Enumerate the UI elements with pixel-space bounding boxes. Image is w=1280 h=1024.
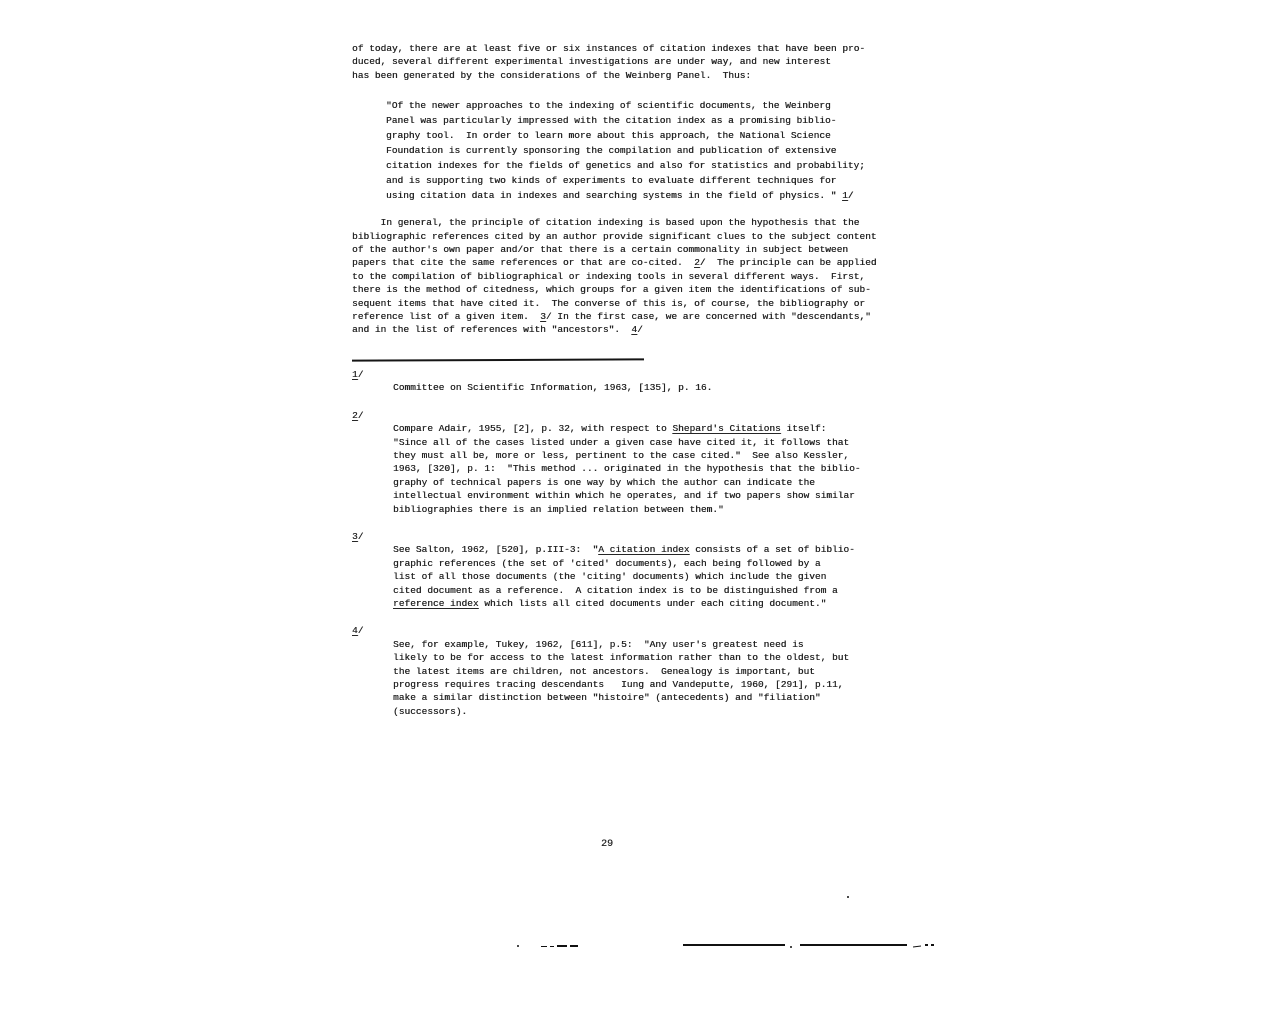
text-line: list of all those documents (the 'citing' documents) which include the given <box>393 571 827 583</box>
text-line: 4/ <box>352 625 364 637</box>
scan-dash <box>931 944 934 946</box>
text-line: has been generated by the considerations of the Weinberg Panel. Thus: <box>352 69 752 81</box>
footnote-2-marker <box>352 409 892 422</box>
scan-line <box>800 944 907 946</box>
text-line: graphic references (the set of 'cited' documents), each being followed by a <box>393 557 821 569</box>
text-line: graphy tool. In order to learn more about this approach, the National Science <box>386 130 831 142</box>
footnote-2-text <box>352 422 892 516</box>
footnote-2 <box>352 409 892 516</box>
footnote-4-marker <box>352 624 892 637</box>
scan-dash <box>550 946 554 947</box>
footnote-4 <box>352 624 892 718</box>
text-line: Committee on Scientific Information, 1963, [135], p. 16. <box>393 382 713 394</box>
text-line: and in the list of references with "ancestors". 4/ <box>352 324 643 336</box>
text-line: reference index which lists all cited documents under each citing document." <box>393 597 827 609</box>
text-line: Compare Adair, 1955, [2], p. 32, with respect to Shepard's Citations itself: <box>393 423 827 435</box>
text-line: to the compilation of bibliographical or indexing tools in several different ways. First, <box>352 270 866 282</box>
footnote-4-text <box>352 638 892 718</box>
scan-dash <box>541 946 547 947</box>
text-line: In general, the principle of citation indexing is based upon the hypothesis that the <box>352 217 860 229</box>
text-line: bibliographies there is an implied relation between them." <box>393 503 724 515</box>
text-line: reference list of a given item. 3/ In the first case, we are concerned with "descendants," <box>352 311 871 323</box>
text-line: duced, several different experimental investigations are under way, and new interest <box>352 56 831 68</box>
block-quote <box>352 98 892 203</box>
text-line: of today, there are at least five or six instances of citation indexes that have been pro- <box>352 43 866 54</box>
footnote-3-marker <box>352 530 892 543</box>
footnotes-section <box>352 368 892 718</box>
text-column <box>352 42 892 718</box>
opening-paragraph <box>352 42 892 82</box>
footnote-3-text <box>352 543 892 610</box>
text-line: 2/ <box>352 409 364 421</box>
text-line: papers that cite the same references or that are co-cited. 2/ The principle can be applied <box>352 257 877 269</box>
text-line: likely to be for access to the latest information rather than to the oldest, but <box>393 652 850 664</box>
text-line: of the author's own paper and/or that there is a certain commonality in subject between <box>352 244 848 256</box>
text-line: the latest items are children, not ancestors. Genealogy is important, but <box>393 665 815 677</box>
text-line: "Since all of the cases listed under a given case have cited it, it follows that <box>393 436 850 448</box>
page-number: 29 <box>601 839 614 850</box>
scan-speck <box>790 946 792 948</box>
footnote-1 <box>352 368 892 395</box>
text-line: See, for example, Tukey, 1962, [611], p.5: "Any user's greatest need is <box>393 638 804 650</box>
text-line: they must all be, more or less, pertinent to the case cited." See also Kessler, <box>393 449 850 461</box>
text-line: 1/ <box>352 368 364 380</box>
scan-dash <box>913 945 921 947</box>
text-line: citation indexes for the fields of genetics and also for statistics and probability; <box>386 160 865 172</box>
text-line: graphy of technical papers is one way by which the author can indicate the <box>393 476 815 488</box>
scan-dash <box>925 944 928 946</box>
text-line: 3/ <box>352 530 364 542</box>
text-line: intellectual environment within which he operates, and if two papers show similar <box>393 490 855 502</box>
scan-dash <box>570 945 578 947</box>
text-line: sequent items that have cited it. The converse of this is, of course, the bibliography or <box>352 297 866 309</box>
text-line: "Of the newer approaches to the indexing of scientific documents, the Weinberg <box>386 100 831 112</box>
scan-dash <box>557 945 567 947</box>
text-line: using citation data in indexes and searching systems in the field of physics. " 1/ <box>386 190 854 202</box>
scan-line <box>683 944 785 946</box>
footnote-1-marker <box>352 368 892 381</box>
footnote-separator-rule <box>352 358 644 361</box>
text-line: See Salton, 1962, [520], p.III-3: "A citation index consists of a set of biblio- <box>393 544 855 556</box>
text-line: bibliographic references cited by an author provide significant clues to the subject content <box>352 230 877 242</box>
scan-speck <box>847 896 849 898</box>
second-paragraph <box>352 216 892 337</box>
footnote-1-text <box>352 381 892 394</box>
footnote-3 <box>352 530 892 610</box>
text-line: there is the method of citedness, which groups for a given item the identifications of sub- <box>352 284 871 296</box>
text-line: and is supporting two kinds of experiments to evaluate different techniques for <box>386 175 837 187</box>
text-line: progress requires tracing descendants Iung and Vandeputte, 1960, [291], p.11, <box>393 679 844 690</box>
text-line: Panel was particularly impressed with the citation index as a promising biblio- <box>386 115 837 127</box>
text-line: 1963, [320], p. 1: "This method ... originated in the hypothesis that the biblio- <box>393 463 861 475</box>
text-line: make a similar distinction between "histoire" (antecedents) and "filiation" <box>393 692 821 704</box>
text-line: cited document as a reference. A citation index is to be distinguished from a <box>393 584 838 596</box>
text-line: (successors). <box>393 705 468 717</box>
scan-speck <box>517 945 519 947</box>
text-line: Foundation is currently sponsoring the compilation and publication of extensive <box>386 145 837 157</box>
